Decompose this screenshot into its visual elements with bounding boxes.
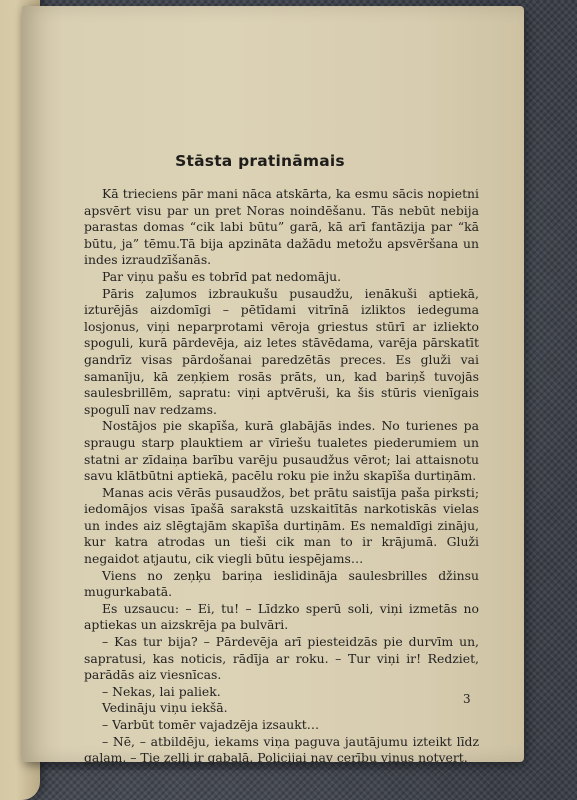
paragraph: – Nē, – atbildēju, iekams viņa paguva jautājumu izteikt līdz galam. – Tie zeļļi ir gabalā. Policijai nav cerību viņus notvert. (84, 733, 479, 766)
paragraph: Es uzsaucu: – Ei, tu! – Līdzko sperū soli, viņi izmetās no aptiekas un aizskrēja pa bulvāri. (84, 600, 479, 633)
chapter-title: Stāsta pratināmais (175, 152, 345, 170)
paragraph: Vedināju viņu iekšā. (102, 700, 228, 716)
paragraph: – Varbūt tomēr vajadzēja izsaukt… (102, 717, 320, 732)
paragraph: Nostājos pie skapīša, kurā glabājās indes. No turienes pa spraugu starp plauktiem ar vīriešu tualetes piederumiem un statni ar zīdaiņa barību varēju pusaudžus vērot; lai attaisnotu savu klātbūtni aptiekā, pacēlu roku pie inžu skapīša durtiņām. (84, 418, 479, 484)
paragraph: – Kas tur bija? – Pārdevēja arī piesteidzās pie durvīm un, sapratusi, kas noticis, rādīja ar roku. – Tur viņi ir! Redziet, parādās aiz viesnīcas. (84, 634, 479, 683)
paragraph: Kā trieciens pār mani nāca atskārta, ka esmu sācis nopietni apsvērt visu par un pret Noras noindēšanu. Tās nebūt nebija parastas domas “cik labi būtu” garā, kā arī fantāzija par “kā būtu, ja” tēmu.Tā bija apzināta dažādu metožu apsvēršana un indes izraudzīšanās. (84, 186, 479, 268)
paragraph: – Nekas, lai paliek. (102, 683, 221, 699)
body-text (84, 186, 479, 767)
paragraph: Viens no zeņķu bariņa ieslidināja saulesbrilles džinsu mugurkabatā. (84, 567, 479, 600)
paragraph: Manas acis vērās pusaudžos, bet prātu saistīja paša pirksti; iedomājos visas īpašā sarakstā uzskaitītās narkotiskās vielas un indes aiz slēgtajām skapīša durtiņām. Es nemaldīgi zināju, kur katra atrodas un tieši cik man to ir krājumā. Gluži negaidot atjautu, cik viegli būtu iespējams… (84, 484, 479, 567)
paragraph: Pāris zaļumos izbraukušu pusaudžu, ienākuši aptiekā, izturējās aizdomīgi – pētīdami vitrīnā izliktos iedeguma losjonus, viņi neparprotami vēroja griestus stūrī ar izliekto spoguli, kurā pārdevēja, aiz letes stāvēdama, varēja pārskatīt gandrīz visas pārdošanai paredzētās preces. Es gluži vai samanīju, kā zeņķiem rosās prāts, un, kad bariņš tuvojās saulesbrillēm, sapratu: viņi aptvēruši, ka šis stūris vienīgais spogulī nav redzams. (84, 285, 479, 417)
paragraph: Par viņu pašu es tobrīd pat nedomāju. (102, 268, 342, 284)
page-number: 3 (463, 692, 471, 706)
